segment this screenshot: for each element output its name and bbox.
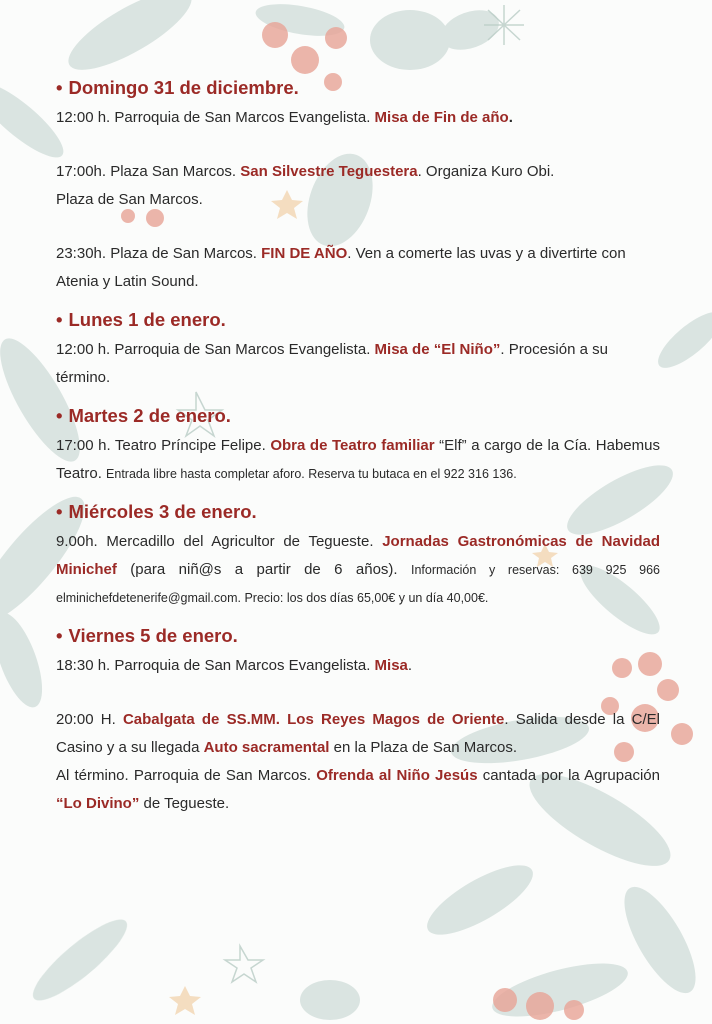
event-text: 12:00 h. Parroquia de San Marcos Evangelista. bbox=[56, 109, 375, 126]
event-text: . bbox=[407, 657, 413, 674]
day-title-text: Viernes 5 de enero. bbox=[68, 625, 238, 646]
event-entry bbox=[56, 336, 660, 392]
event-text: Plaza de San Marcos. bbox=[56, 191, 203, 208]
event-entry bbox=[56, 158, 660, 214]
day-section bbox=[56, 624, 660, 818]
day-section bbox=[56, 404, 660, 488]
event-text: de Tegueste. bbox=[139, 795, 230, 812]
event-entry bbox=[56, 652, 660, 680]
event-text: . Salida desde la C/El Casino y a su llegada bbox=[56, 711, 660, 756]
event-highlight: FIN DE AÑO bbox=[261, 245, 348, 262]
event-highlight: Jornadas Gastronómicas de Navidad Minichef bbox=[56, 533, 660, 578]
day-title bbox=[56, 308, 660, 332]
event-highlight: Auto sacramental bbox=[203, 739, 330, 756]
day-title-text: Miércoles 3 de enero. bbox=[68, 501, 257, 522]
schedule-content bbox=[56, 64, 660, 818]
event-highlight: Misa bbox=[374, 657, 408, 674]
event-text: 17:00h. Plaza San Marcos. bbox=[56, 163, 241, 180]
event-text: 17:00 h. Teatro Príncipe Felipe. bbox=[56, 437, 271, 454]
event-highlight: “Lo Divino” bbox=[56, 795, 140, 812]
event-text: 12:00 h. Parroquia de San Marcos Evangelista. bbox=[56, 341, 375, 358]
bullet-icon: • bbox=[56, 405, 63, 426]
bullet-icon: • bbox=[56, 501, 63, 522]
bullet-icon: • bbox=[56, 77, 63, 98]
event-text: (para niñ@s a partir de 6 años). bbox=[116, 561, 411, 578]
event-highlight: Ofrenda al Niño Jesús bbox=[316, 767, 478, 784]
event-entry bbox=[56, 706, 660, 818]
day-title bbox=[56, 500, 660, 524]
event-text: . Ven a comerte las uvas y a divertirte con Atenia y Latin Sound. bbox=[56, 245, 626, 290]
event-text: 20:00 H. bbox=[56, 711, 123, 728]
event-text: 9.00h. Mercadillo del Agricultor de Tegueste. bbox=[56, 533, 383, 550]
event-highlight: San Silvestre Teguestera bbox=[240, 163, 418, 180]
event-text: 23:30h. Plaza de San Marcos. bbox=[56, 245, 262, 262]
day-section bbox=[56, 76, 660, 296]
event-text: . bbox=[508, 109, 513, 126]
event-note: Entrada libre hasta completar aforo. Reserva tu butaca en el 922 316 136. bbox=[106, 467, 517, 481]
event-text: Al término. Parroquia de San Marcos. bbox=[56, 767, 317, 784]
event-text: . Procesión a su término. bbox=[56, 341, 608, 386]
event-text: “Elf” a cargo de la Cía. Habemus Teatro. bbox=[56, 437, 660, 482]
event-highlight: Misa de Fin de año bbox=[374, 109, 509, 126]
day-title bbox=[56, 624, 660, 648]
event-note: Información y reservas: 639 925 966 elminichefdetenerife@gmail.com. Precio: los dos días 65,00€ y un día 40,00€. bbox=[56, 563, 660, 605]
bullet-icon: • bbox=[56, 625, 63, 646]
day-title-text: Lunes 1 de enero. bbox=[68, 309, 226, 330]
event-text: 18:30 h. Parroquia de San Marcos Evangelista. bbox=[56, 657, 375, 674]
day-title-text: Martes 2 de enero. bbox=[68, 405, 231, 426]
event-highlight: Misa de “El Niño” bbox=[374, 341, 501, 358]
event-entry bbox=[56, 432, 660, 488]
event-highlight: Cabalgata de SS.MM. Los Reyes Magos de Oriente bbox=[122, 711, 505, 728]
event-highlight: Obra de Teatro familiar bbox=[270, 437, 435, 454]
event-text: cantada por la Agrupación bbox=[477, 767, 660, 784]
event-entry bbox=[56, 528, 660, 612]
event-text: en la Plaza de San Marcos. bbox=[329, 739, 518, 756]
day-title bbox=[56, 404, 660, 428]
day-title-text: Domingo 31 de diciembre. bbox=[68, 77, 299, 98]
event-text: . Organiza Kuro Obi. bbox=[417, 163, 555, 180]
event-entry bbox=[56, 104, 660, 132]
event-entry bbox=[56, 240, 660, 296]
day-section bbox=[56, 308, 660, 392]
day-title bbox=[56, 76, 660, 100]
bullet-icon: • bbox=[56, 309, 63, 330]
day-section bbox=[56, 500, 660, 612]
